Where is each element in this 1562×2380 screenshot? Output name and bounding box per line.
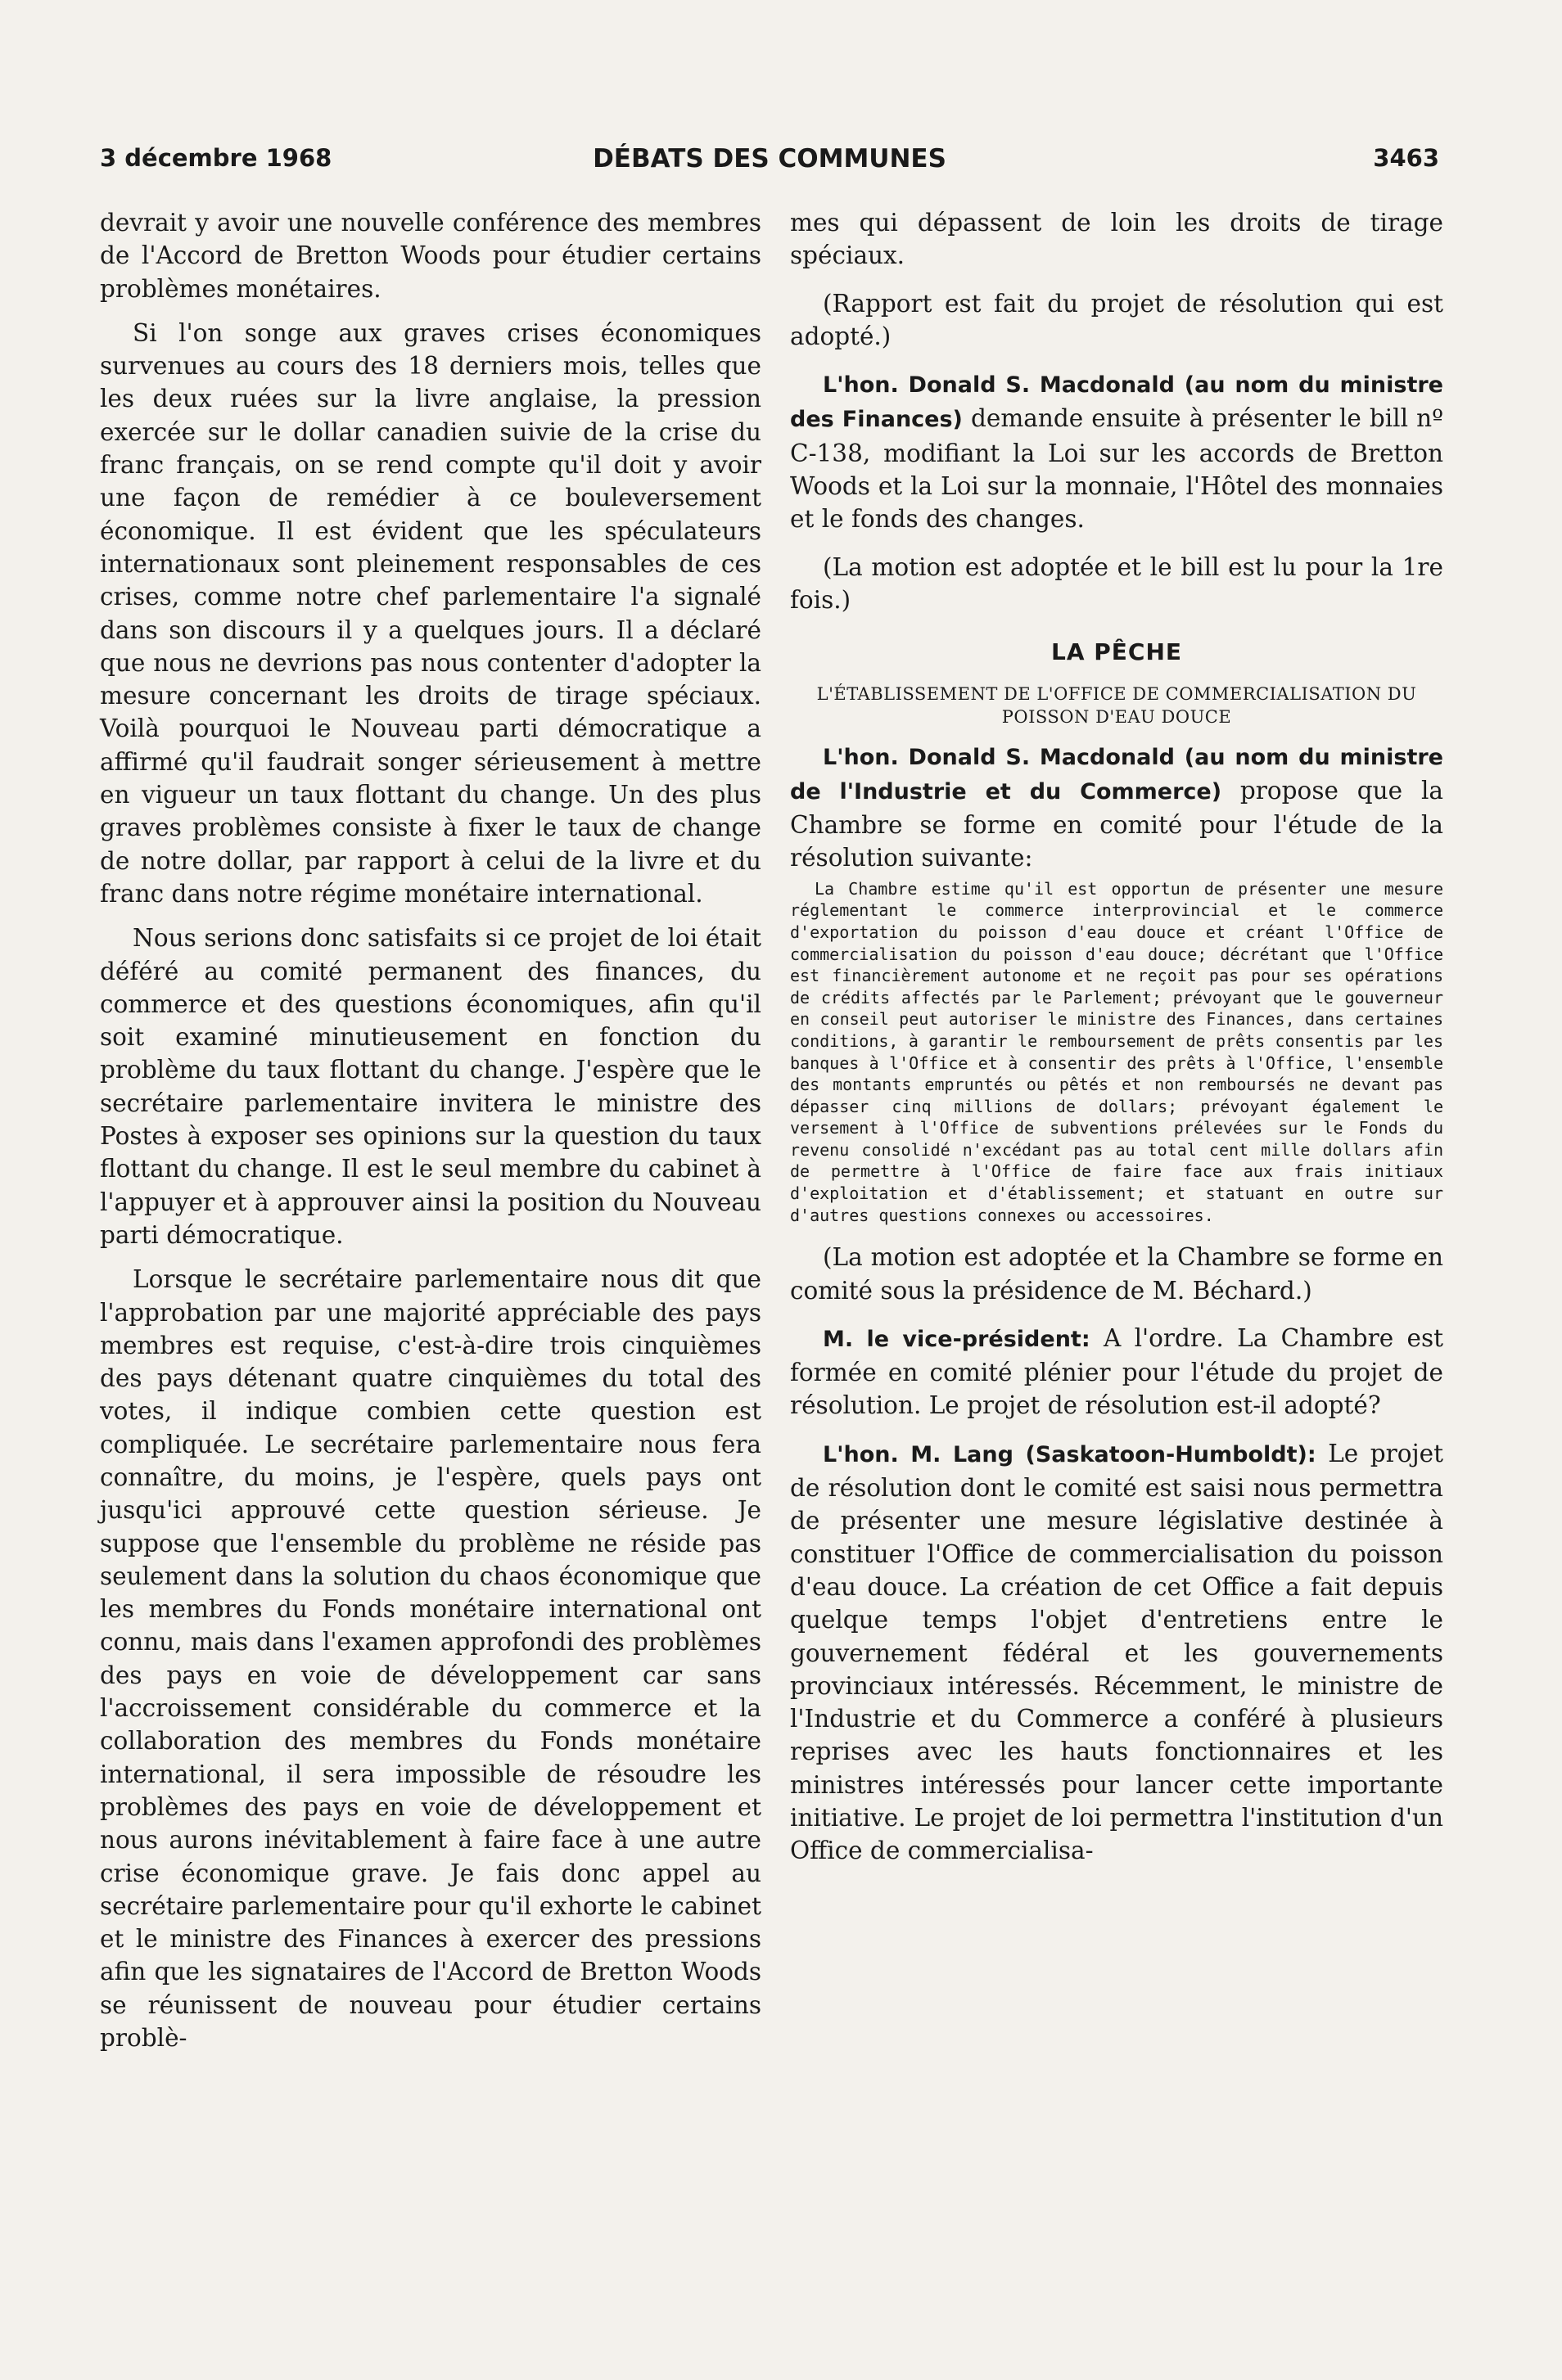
speech-text: propose que la Chambre se forme en comité pour l'étude de la résolution suivante: <box>790 776 1443 872</box>
speaker-name: L'hon. Donald S. Macdonald (au nom du ministre des Finances) <box>790 372 1443 433</box>
speech-paragraph <box>790 740 1443 875</box>
header-date: 3 décembre 1968 <box>100 144 332 172</box>
left-column <box>100 206 761 2054</box>
speech-paragraph <box>790 1322 1443 1422</box>
right-column <box>790 206 1443 1868</box>
section-heading: LA PÊCHE <box>1050 638 1183 666</box>
speech-paragraph <box>790 1437 1443 1868</box>
speaker-name: L'hon. M. Lang (Saskatoon-Humboldt): <box>823 1441 1316 1467</box>
speaker-name: L'hon. Donald S. Macdonald (au nom du ministre de l'Industrie et du Commerce) <box>790 744 1443 805</box>
speech-text: demande ensuite à présenter le bill nº C-138, modifiant la Loi sur les accords de Bretton Woods et la Loi sur la monnaie, l'Hôtel des monnaies et le fonds des changes. <box>790 404 1443 534</box>
paragraph: (Rapport est fait du projet de résolution qui est adopté.) <box>790 289 1443 350</box>
paragraph: Lorsque le secrétaire parlementaire nous dit que l'approbation par une majorité appréciable des pays membres est requise, c'est-à-dire trois cinquièmes des pays détenant quatre cinquièmes du total des votes, il indique combien cette question est compliquée. Le secrétaire parlementaire nous fera connaître, du moins, je l'espère, quels pays ont jusqu'ici approuvé cette question sérieuse. Je suppose que l'ensemble du problème ne réside pas seulement dans la solution du chaos économique que les membres du Fonds monétaire international ont connu, mais dans l'examen approfondi des problèmes des pays en voie de développement car sans l'accroissement considérable du commerce et la collaboration des membres du Fonds monétaire international, il sera impossible de résoudre les problèmes des pays en voie de développement et nous aurons inévitablement à faire face à une autre crise économique grave. Je fais donc appel au secrétaire parlementaire pour qu'il exhorte le cabinet et le ministre des Finances à exercer des pressions afin que les signataires de l'Accord de Bretton Woods se réunissent de nouveau pour étudier certains problè- <box>100 1265 761 2053</box>
paragraph: Nous serions donc satisfaits si ce projet de loi était déféré au comité permanent des finances, du commerce et des questions économiques, afin qu'il soit examiné minutieusement en fonction du problème du taux flottant du change. J'espère que le secrétaire parlementaire invitera le ministre des Postes à exposer ses opinions sur la question du taux flottant du change. Il est le seul membre du cabinet à l'appuyer et à approuver ainsi la position du Nouveau parti démocratique. <box>100 924 761 1249</box>
paragraph: devrait y avoir une nouvelle conférence des membres de l'Accord de Bretton Woods pour étudier certains problèmes monétaires. <box>100 209 761 303</box>
page-header <box>100 144 1439 183</box>
paragraph: (La motion est adoptée et la Chambre se forme en comité sous la présidence de M. Béchard.) <box>790 1243 1443 1305</box>
resolution-text: La Chambre estime qu'il est opportun de présenter une mesure réglementant le commerce interprovincial et le commerce d'exportation du poisson d'eau douce et créant l'Office de commercialisation du poisson d'eau douce; décrétant que l'Office est financièrement autonome et ne reçoit pas pour ses opérations de crédits affectés par le Parlement; prévoyant que le gouverneur en conseil peut autoriser le ministre des Finances, dans certaines conditions, à garantir le remboursement de prêts consentis par les banques à l'Office et à consentir des prêts à l'Office, l'ensemble des montants empruntés ou pêtés et non remboursés ne devant pas dépasser cinq millions de dollars; prévoyant également le versement à l'Office de subventions prélevées sur le Fonds du revenu consolidé n'excédant pas au total cent mille dollars afin de permettre à l'Office de faire face aux frais initiaux d'exploitation et d'établissement; et statuant en outre sur d'autres questions connexes ou accessoires. <box>790 878 1443 1225</box>
speech-paragraph <box>790 367 1443 535</box>
header-title: DÉBATS DES COMMUNES <box>593 144 946 174</box>
page-number: 3463 <box>1373 144 1439 172</box>
speech-text: Le projet de résolution dont le comité est saisi nous permettra de présenter une mesure législative destinée à constituer l'Office de commercialisation du poisson d'eau douce. La création de cet Office a fait depuis quelque temps l'objet d'entretiens entre le gouvernement fédéral et les gouvernements provinciaux intéressés. Récemment, le ministre de l'Industrie et du Commerce a conféré à plusieurs reprises avec les hauts fonctionnaires et les ministres intéressés pour lancer cette importante initiative. Le projet de loi permettra l'institution d'un Office de commercialisa- <box>790 1439 1443 1865</box>
speaker-name: M. le vice-président: <box>823 1326 1090 1352</box>
paragraph: Si l'on songe aux graves crises économiques survenues au cours des 18 derniers mois, telles que les deux ruées sur la livre anglaise, la pression exercée sur le dollar canadien suivie de la crise du franc français, on se rend compte qu'il doit y avoir une façon de remédier à ce bouleversement économique. Il est évident que les spéculateurs internationaux sont pleinement responsables de ces crises, comme notre chef parlementaire l'a signalé dans son discours il y a quelques jours. Il a déclaré que nous ne devrions pas nous contenter d'adopter la mesure concernant les droits de tirage spéciaux. Voilà pourquoi le Nouveau parti démocratique a affirmé qu'il faudrait songer sérieusement à mettre en vigueur un taux flottant du change. Un des plus graves problèmes consiste à fixer le taux de change de notre dollar, par rapport à celui de la livre et du franc dans notre régime monétaire international. <box>100 318 761 908</box>
paragraph: mes qui dépassent de loin les droits de tirage spéciaux. <box>790 209 1443 270</box>
speech-text: A l'ordre. La Chambre est formée en comité plénier pour l'étude du projet de résolution. Le projet de résolution est-il adopté? <box>790 1323 1444 1420</box>
paragraph: (La motion est adoptée et le bill est lu pour la 1re fois.) <box>790 552 1443 614</box>
section-subheading: L'ÉTABLISSEMENT DE L'OFFICE DE COMMERCIALISATION DU POISSON D'EAU DOUCE <box>816 683 1417 727</box>
